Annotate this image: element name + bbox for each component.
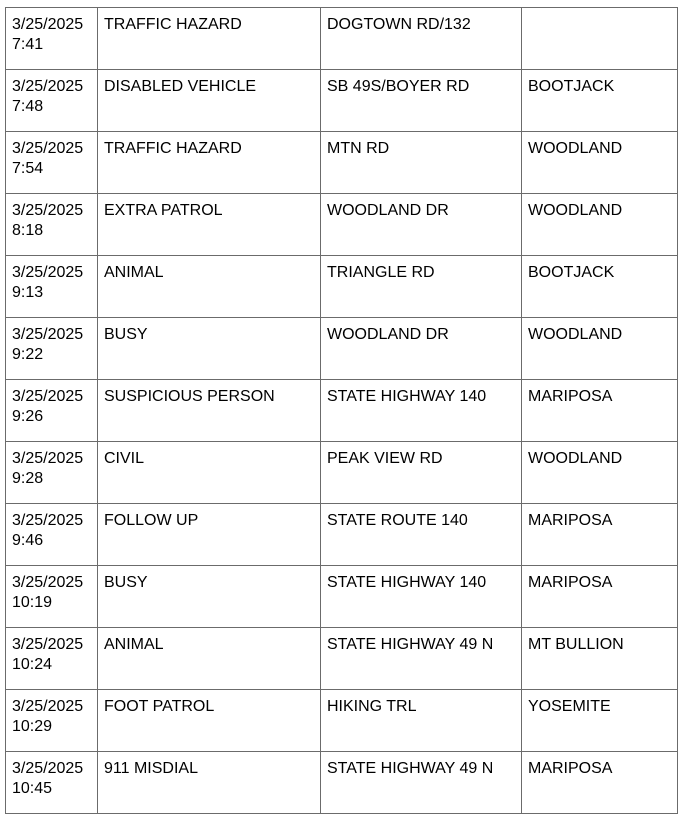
location-cell — [321, 256, 522, 318]
area-cell — [522, 752, 678, 814]
call-type-cell — [98, 690, 321, 752]
area-cell — [522, 380, 678, 442]
location-cell — [321, 442, 522, 504]
call-area: MARIPOSA — [528, 512, 613, 529]
call-date: 3/25/2025 — [12, 636, 84, 653]
call-type: BUSY — [104, 574, 148, 591]
call-time: 9:22 — [12, 346, 44, 363]
call-location: STATE HIGHWAY 49 N — [327, 760, 494, 777]
datetime-cell — [6, 380, 98, 442]
call-type-cell — [98, 318, 321, 380]
call-time: 10:29 — [12, 718, 53, 735]
call-date: 3/25/2025 — [12, 760, 84, 777]
area-cell — [522, 132, 678, 194]
table-row — [6, 256, 678, 318]
call-time: 7:41 — [12, 36, 44, 53]
call-type-cell — [98, 8, 321, 70]
datetime-cell — [6, 132, 98, 194]
call-time: 10:45 — [12, 780, 53, 797]
location-cell — [321, 194, 522, 256]
call-type: CIVIL — [104, 450, 145, 467]
table-row — [6, 70, 678, 132]
area-cell — [522, 504, 678, 566]
call-type-cell — [98, 752, 321, 814]
call-type-cell — [98, 70, 321, 132]
call-time: 9:26 — [12, 408, 44, 425]
call-type: EXTRA PATROL — [104, 202, 223, 219]
call-type: BUSY — [104, 326, 148, 343]
call-type: TRAFFIC HAZARD — [104, 140, 242, 157]
call-time: 9:28 — [12, 470, 44, 487]
table-row — [6, 442, 678, 504]
call-area: MARIPOSA — [528, 574, 613, 591]
datetime-cell — [6, 70, 98, 132]
table-row — [6, 752, 678, 814]
call-area: WOODLAND — [528, 450, 623, 467]
call-type: TRAFFIC HAZARD — [104, 16, 242, 33]
datetime-cell — [6, 256, 98, 318]
area-cell — [522, 194, 678, 256]
call-area: YOSEMITE — [528, 698, 611, 715]
table-row — [6, 8, 678, 70]
call-date: 3/25/2025 — [12, 698, 84, 715]
call-date: 3/25/2025 — [12, 512, 84, 529]
datetime-cell — [6, 442, 98, 504]
table-row — [6, 318, 678, 380]
call-location: TRIANGLE RD — [327, 264, 435, 281]
datetime-cell — [6, 504, 98, 566]
location-cell — [321, 132, 522, 194]
call-type-cell — [98, 504, 321, 566]
location-cell — [321, 318, 522, 380]
call-area: MARIPOSA — [528, 760, 613, 777]
location-cell — [321, 752, 522, 814]
area-cell — [522, 442, 678, 504]
call-time: 10:19 — [12, 594, 53, 611]
call-type-cell — [98, 132, 321, 194]
area-cell — [522, 256, 678, 318]
call-type: FOLLOW UP — [104, 512, 199, 529]
call-area: WOODLAND — [528, 326, 623, 343]
area-cell — [522, 70, 678, 132]
call-type-cell — [98, 566, 321, 628]
call-time: 8:18 — [12, 222, 44, 239]
call-type-cell — [98, 194, 321, 256]
call-location: MTN RD — [327, 140, 390, 157]
call-type: ANIMAL — [104, 636, 164, 653]
call-location: STATE ROUTE 140 — [327, 512, 468, 529]
location-cell — [321, 70, 522, 132]
call-location: STATE HIGHWAY 140 — [327, 574, 487, 591]
call-location: STATE HIGHWAY 140 — [327, 388, 487, 405]
call-type: FOOT PATROL — [104, 698, 215, 715]
call-time: 9:46 — [12, 532, 44, 549]
table-row — [6, 628, 678, 690]
location-cell — [321, 8, 522, 70]
datetime-cell — [6, 690, 98, 752]
datetime-cell — [6, 752, 98, 814]
call-date: 3/25/2025 — [12, 388, 84, 405]
call-area: BOOTJACK — [528, 78, 615, 95]
call-type: DISABLED VEHICLE — [104, 78, 257, 95]
area-cell — [522, 690, 678, 752]
location-cell — [321, 690, 522, 752]
area-cell — [522, 318, 678, 380]
table-row — [6, 504, 678, 566]
call-type: 911 MISDIAL — [104, 760, 198, 777]
call-date: 3/25/2025 — [12, 16, 84, 33]
datetime-cell — [6, 318, 98, 380]
location-cell — [321, 504, 522, 566]
area-cell — [522, 8, 678, 70]
location-cell — [321, 380, 522, 442]
call-date: 3/25/2025 — [12, 574, 84, 591]
call-log-body — [6, 8, 678, 814]
call-date: 3/25/2025 — [12, 202, 84, 219]
datetime-cell — [6, 194, 98, 256]
table-row — [6, 132, 678, 194]
call-type: ANIMAL — [104, 264, 164, 281]
location-cell — [321, 566, 522, 628]
call-type-cell — [98, 628, 321, 690]
call-area: WOODLAND — [528, 140, 623, 157]
call-date: 3/25/2025 — [12, 326, 84, 343]
call-area: MT BULLION — [528, 636, 624, 653]
call-location: WOODLAND DR — [327, 326, 449, 343]
table-row — [6, 566, 678, 628]
call-time: 7:48 — [12, 98, 44, 115]
location-cell — [321, 628, 522, 690]
call-location: WOODLAND DR — [327, 202, 449, 219]
call-time: 7:54 — [12, 160, 44, 177]
call-location: PEAK VIEW RD — [327, 450, 443, 467]
call-area: BOOTJACK — [528, 264, 615, 281]
call-type-cell — [98, 442, 321, 504]
call-log-table — [5, 7, 678, 814]
call-date: 3/25/2025 — [12, 264, 84, 281]
datetime-cell — [6, 8, 98, 70]
call-area: WOODLAND — [528, 202, 623, 219]
table-row — [6, 690, 678, 752]
call-type-cell — [98, 256, 321, 318]
call-type-cell — [98, 380, 321, 442]
call-type: SUSPICIOUS PERSON — [104, 388, 275, 405]
call-area: MARIPOSA — [528, 388, 613, 405]
area-cell — [522, 628, 678, 690]
call-time: 9:13 — [12, 284, 44, 301]
call-time: 10:24 — [12, 656, 53, 673]
call-location: DOGTOWN RD/132 — [327, 16, 471, 33]
call-location: HIKING TRL — [327, 698, 417, 715]
datetime-cell — [6, 628, 98, 690]
area-cell — [522, 566, 678, 628]
table-row — [6, 380, 678, 442]
call-date: 3/25/2025 — [12, 140, 84, 157]
call-date: 3/25/2025 — [12, 78, 84, 95]
call-location: SB 49S/BOYER RD — [327, 78, 470, 95]
datetime-cell — [6, 566, 98, 628]
table-row — [6, 194, 678, 256]
call-location: STATE HIGHWAY 49 N — [327, 636, 494, 653]
call-date: 3/25/2025 — [12, 450, 84, 467]
